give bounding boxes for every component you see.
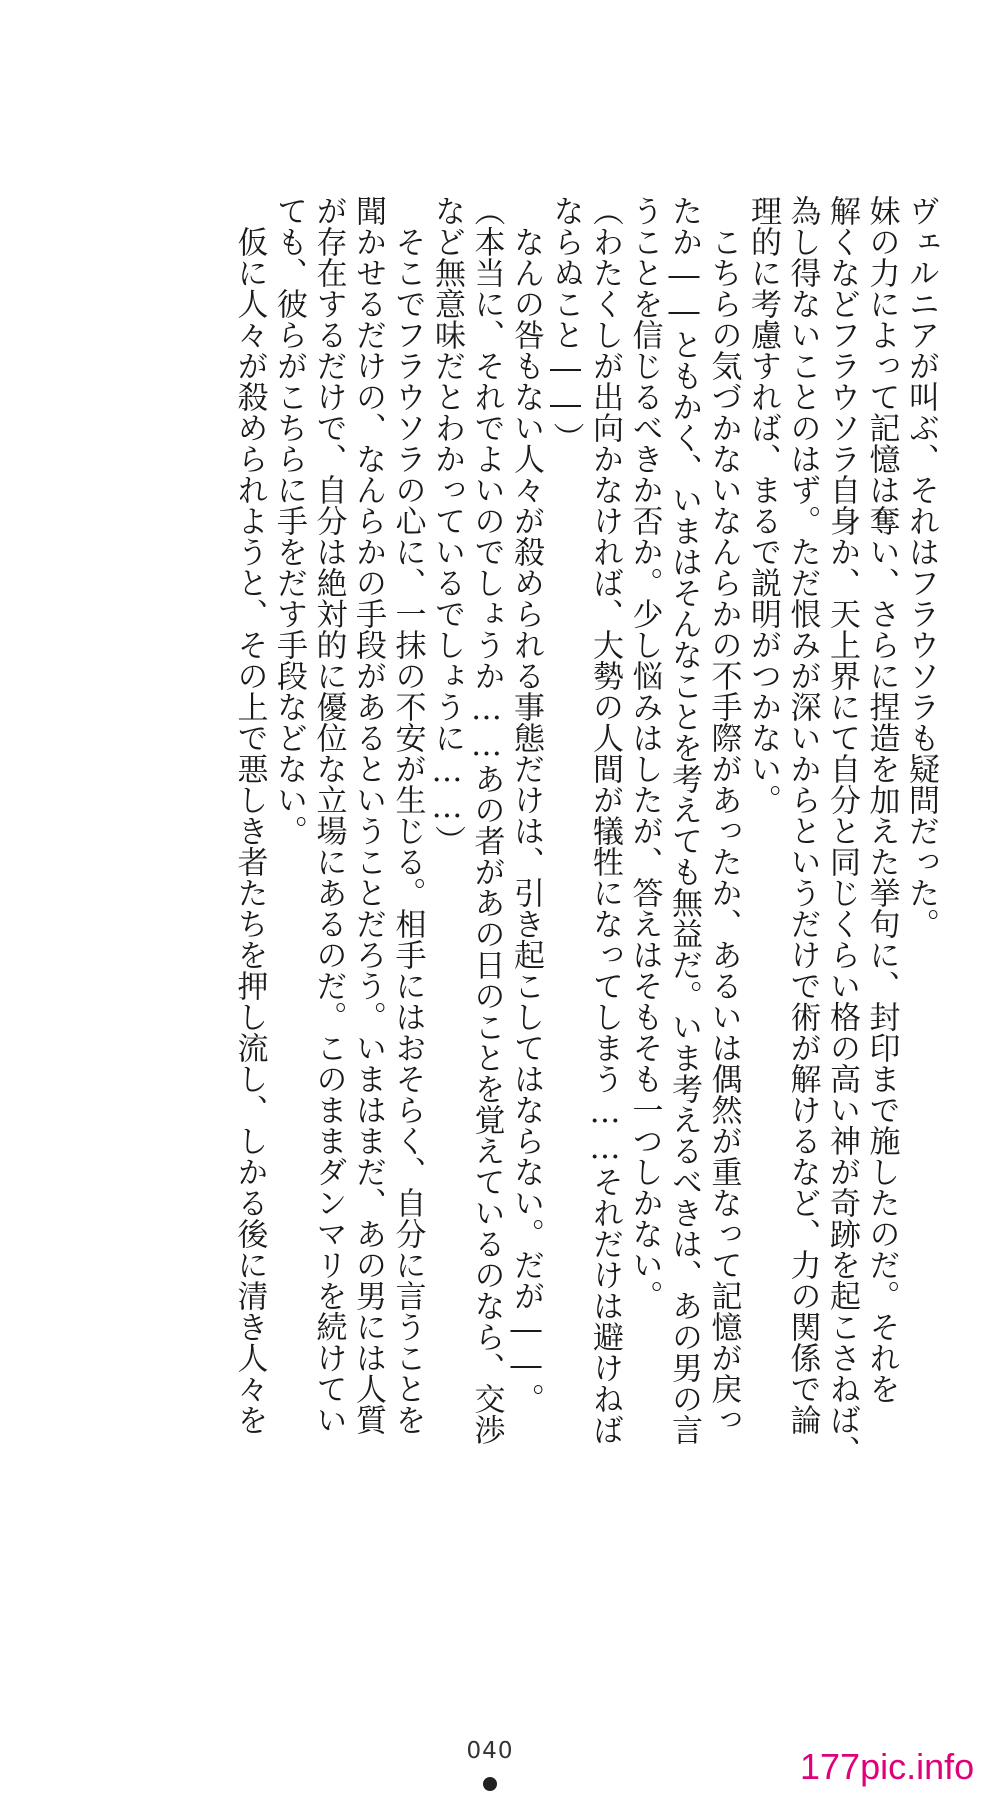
text-line: なんの咎もない人々が殺められる事態だけは、引き起こしてはならない。だが――。 <box>508 195 544 1414</box>
novel-text-block <box>80 195 940 1495</box>
text-line: ならぬこと――） <box>547 195 584 453</box>
text-line: うことを信じるべきか否か。少し悩みはしたが、答えはそもそも一つしかない。 <box>626 195 663 1311</box>
text-line: （本当に、それでよいのでしょうか……あの者があの日のことを覚えているのなら、交渉 <box>468 195 505 1445</box>
text-line: ヴェルニアが叫ぶ、それはフラウソラも疑問だった。 <box>903 195 939 939</box>
page-number: 040 <box>466 1738 514 1764</box>
text-line: が存在するだけで、自分は絶対的に優位な立場にあるのだ。このままダンマリを続けてい <box>310 195 347 1435</box>
text-line: 解くなどフラウソラ自身か、天上界にて自分と同じくらい格の高い神が奇跡を起こさねば、 <box>824 195 860 1466</box>
text-line: ても、彼らがこちらに手をだす手段などない。 <box>271 195 307 846</box>
text-line: 聞かせるだけの、なんらかの手段があるということだろう。いまはまだ、あの男には人質 <box>350 195 386 1435</box>
text-line: （わたくしが出向かなければ、大勢の人間が犠牲になってしまう……それだけは避けねば <box>587 195 623 1445</box>
watermark: 177pic.info <box>800 1746 975 1787</box>
text-line: 為し得ないことのはず。ただ恨みが深いからというだけで術が解けるなど、力の関係で論 <box>784 195 821 1435</box>
page-ornament-icon <box>483 1777 497 1791</box>
text-line: 妹の力によって記憶は奪い、さらに捏造を加えた挙句に、封印まで施したのだ。それを <box>863 195 900 1404</box>
text-line: など無意味だとわかっているでしょうに……） <box>429 195 465 856</box>
text-line: 仮に人々が殺められようと、その上で悪しき者たちを押し流し、しかる後に清き人々を <box>231 195 268 1435</box>
text-line: こちらの気づかないなんらかの不手際があったか、あるいは偶然が重なって記憶が戻っ <box>705 195 742 1435</box>
text-line: そこでフラウソラの心に、一抹の不安が生じる。相手にはおそらく、自分に言うことを <box>389 195 426 1435</box>
text-line: たか――ともかく、いまはそんなことを考えても無益だ。いま考えるべきは、あの男の言 <box>666 195 702 1445</box>
text-line: 理的に考慮すれば、まるで説明がつかない。 <box>745 195 781 815</box>
